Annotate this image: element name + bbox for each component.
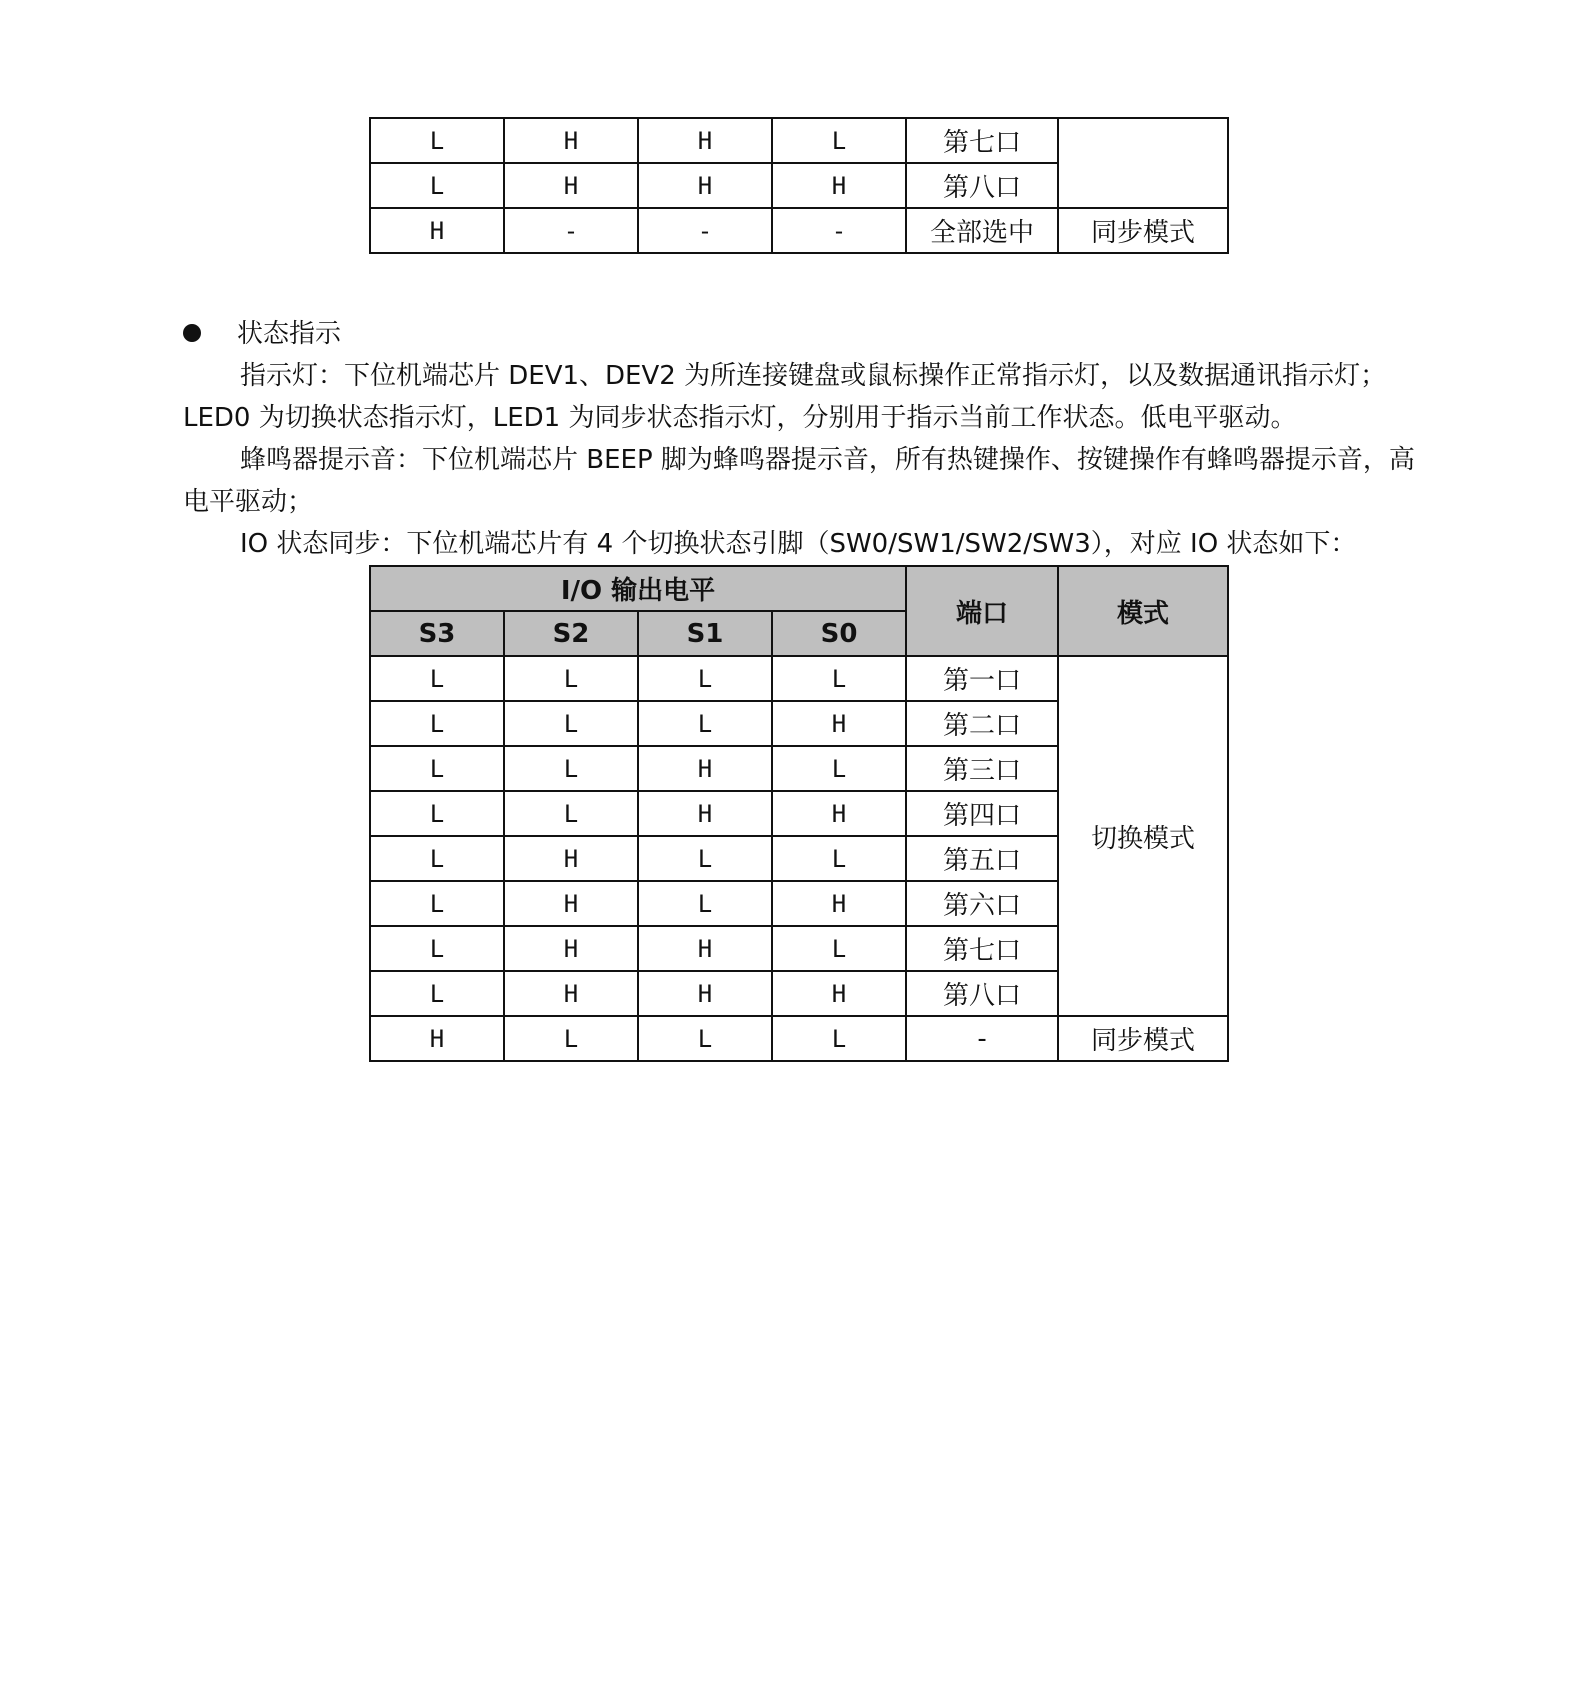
cell-s3: L — [370, 836, 504, 881]
cell-s2: L — [504, 791, 638, 836]
cell-s3: L — [370, 881, 504, 926]
cell-s3: L — [370, 701, 504, 746]
header-row — [370, 566, 1228, 611]
cell-s0: L — [772, 926, 906, 971]
cell-port: 第六口 — [906, 881, 1058, 926]
cell-s1: L — [638, 701, 772, 746]
section-title: 状态指示 — [237, 319, 342, 349]
cell-s3: L — [370, 656, 504, 701]
cell-s0: H — [772, 971, 906, 1016]
header-s3: S3 — [370, 611, 504, 656]
cell-s3: L — [370, 163, 504, 208]
header-port: 端口 — [906, 566, 1058, 656]
cell-s0: L — [772, 836, 906, 881]
cell-port: 第四口 — [906, 791, 1058, 836]
cell-s0: H — [772, 701, 906, 746]
cell-s2: L — [504, 701, 638, 746]
cell-s1: L — [638, 881, 772, 926]
cell-s3: L — [370, 791, 504, 836]
cell-s2: - — [504, 208, 638, 253]
cell-s2: H — [504, 118, 638, 163]
cell-s2: L — [504, 656, 638, 701]
cell-s0: L — [772, 118, 906, 163]
cell-s3: L — [370, 926, 504, 971]
cell-s1: H — [638, 926, 772, 971]
header-mode: 模式 — [1058, 566, 1228, 656]
cell-s3: L — [370, 971, 504, 1016]
cell-port: 第一口 — [906, 656, 1058, 701]
cell-s2: L — [504, 1016, 638, 1061]
cell-s2: L — [504, 746, 638, 791]
cell-s1: L — [638, 656, 772, 701]
cell-port: - — [906, 1016, 1058, 1061]
cell-s1: H — [638, 746, 772, 791]
header-s0: S0 — [772, 611, 906, 656]
cell-s1: L — [638, 1016, 772, 1061]
header-io-level: I/O 输出电平 — [370, 566, 906, 611]
cell-s2: H — [504, 836, 638, 881]
cell-mode-switch: 切换模式 — [1058, 656, 1228, 1016]
cell-port: 第三口 — [906, 746, 1058, 791]
paragraph-indicator: 指示灯：下位机端芯片 DEV1、DEV2 为所连接键盘或鼠标操作正常指示灯，以及数据通讯指示灯；LED0 为切换状态指示灯，LED1 为同步状态指示灯，分别用于指示当前工作状态。低电平驱动。 — [183, 361, 1387, 433]
cell-s0: L — [772, 1016, 906, 1061]
io-state-table — [369, 565, 1229, 1062]
cell-s1: H — [638, 791, 772, 836]
table-row — [370, 1016, 1228, 1061]
cell-s3: L — [370, 118, 504, 163]
cell-s1: - — [638, 208, 772, 253]
cell-port: 第八口 — [906, 971, 1058, 1016]
cell-s3: H — [370, 1016, 504, 1061]
cell-port: 第二口 — [906, 701, 1058, 746]
header-s2: S2 — [504, 611, 638, 656]
table-row — [370, 208, 1228, 253]
cell-mode-sync: 同步模式 — [1058, 1016, 1228, 1061]
cell-mode: 同步模式 — [1058, 208, 1228, 253]
section-heading — [183, 313, 341, 355]
paragraph-beeper: 蜂鸣器提示音：下位机端芯片 BEEP 脚为蜂鸣器提示音，所有热键操作、按键操作有蜂鸣器提示音，高电平驱动； — [183, 445, 1415, 517]
cell-port: 全部选中 — [906, 208, 1058, 253]
cell-s2: H — [504, 163, 638, 208]
cell-s2: H — [504, 881, 638, 926]
header-s1: S1 — [638, 611, 772, 656]
cell-s0: L — [772, 656, 906, 701]
cell-port: 第七口 — [906, 118, 1058, 163]
cell-s1: H — [638, 971, 772, 1016]
cell-port: 第八口 — [906, 163, 1058, 208]
cell-s1: H — [638, 118, 772, 163]
cell-port: 第七口 — [906, 926, 1058, 971]
cell-s0: H — [772, 163, 906, 208]
cell-s1: H — [638, 163, 772, 208]
cell-s2: H — [504, 971, 638, 1016]
cell-port: 第五口 — [906, 836, 1058, 881]
top-table — [369, 117, 1229, 254]
paragraph-io-sync: IO 状态同步：下位机端芯片有 4 个切换状态引脚（SW0/SW1/SW2/SW3），对应 IO 状态如下： — [240, 529, 1357, 559]
cell-mode-empty — [1058, 118, 1228, 208]
bullet-icon — [183, 324, 201, 342]
table-row — [370, 656, 1228, 701]
cell-s0: L — [772, 746, 906, 791]
cell-s3: L — [370, 746, 504, 791]
cell-s3: H — [370, 208, 504, 253]
cell-s0: H — [772, 791, 906, 836]
cell-s0: H — [772, 881, 906, 926]
cell-s1: L — [638, 836, 772, 881]
cell-s0: - — [772, 208, 906, 253]
cell-s2: H — [504, 926, 638, 971]
table-row — [370, 118, 1228, 163]
